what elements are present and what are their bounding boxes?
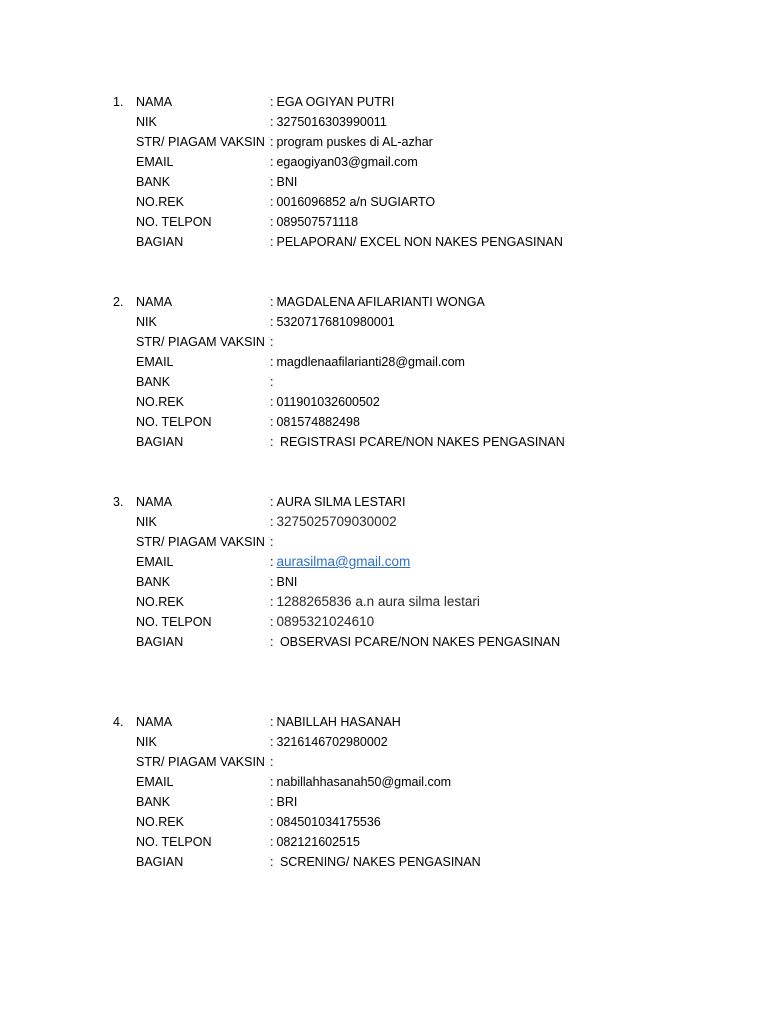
field-value bbox=[270, 572, 297, 592]
field-value-text: 0895321024610 bbox=[276, 614, 375, 629]
colon-separator: : bbox=[270, 515, 274, 529]
field-label: NO.REK bbox=[136, 815, 184, 829]
colon-separator: : bbox=[270, 115, 274, 129]
colon-separator: : bbox=[270, 435, 274, 449]
field-value bbox=[270, 232, 563, 252]
entry-row bbox=[0, 712, 768, 732]
person-entry bbox=[0, 712, 768, 872]
colon-separator: : bbox=[270, 155, 274, 169]
entry-row bbox=[0, 532, 768, 552]
field-label: EMAIL bbox=[136, 555, 174, 569]
field-value bbox=[270, 752, 276, 772]
entry-row bbox=[0, 172, 768, 192]
field-value bbox=[270, 172, 297, 192]
field-label: BANK bbox=[136, 575, 171, 589]
field-value-text: PELAPORAN/ EXCEL NON NAKES PENGASINAN bbox=[276, 235, 563, 249]
field-value bbox=[270, 772, 451, 792]
entry-row bbox=[0, 632, 768, 652]
colon-separator: : bbox=[270, 775, 274, 789]
entry-number: 1. bbox=[113, 95, 124, 109]
field-value bbox=[270, 212, 358, 232]
field-value-text: 1288265836 a.n aura silma lestari bbox=[276, 594, 480, 609]
field-value bbox=[270, 552, 410, 572]
entry-row bbox=[0, 752, 768, 772]
field-value bbox=[270, 352, 465, 372]
field-label: NIK bbox=[136, 115, 157, 129]
field-label: NO.REK bbox=[136, 595, 184, 609]
colon-separator: : bbox=[270, 615, 274, 629]
field-value bbox=[270, 852, 481, 872]
colon-separator: : bbox=[270, 795, 274, 809]
field-value bbox=[270, 392, 380, 412]
field-value-text: REGISTRASI PCARE/NON NAKES PENGASINAN bbox=[276, 435, 565, 449]
colon-separator: : bbox=[270, 295, 274, 309]
field-value bbox=[270, 132, 433, 152]
entry-row bbox=[0, 772, 768, 792]
field-value-text: 0016096852 a/n SUGIARTO bbox=[276, 195, 436, 209]
colon-separator: : bbox=[270, 335, 274, 349]
field-value bbox=[270, 372, 276, 392]
field-label: BAGIAN bbox=[136, 435, 184, 449]
email-link[interactable]: aurasilma@gmail.com bbox=[276, 554, 411, 569]
field-value bbox=[270, 152, 418, 172]
field-label: BAGIAN bbox=[136, 235, 184, 249]
field-label: NIK bbox=[136, 735, 157, 749]
entry-row bbox=[0, 372, 768, 392]
colon-separator: : bbox=[270, 595, 274, 609]
colon-separator: : bbox=[270, 555, 274, 569]
field-label: BAGIAN bbox=[136, 635, 184, 649]
entry-row bbox=[0, 112, 768, 132]
colon-separator: : bbox=[270, 495, 274, 509]
field-label: NO. TELPON bbox=[136, 615, 212, 629]
field-value bbox=[270, 792, 297, 812]
colon-separator: : bbox=[270, 195, 274, 209]
colon-separator: : bbox=[270, 215, 274, 229]
field-value-text: 084501034175536 bbox=[276, 815, 381, 829]
field-value-text: 082121602515 bbox=[276, 835, 360, 849]
entry-row bbox=[0, 412, 768, 432]
entry-row bbox=[0, 232, 768, 252]
field-label: BANK bbox=[136, 795, 171, 809]
field-value-text: BRI bbox=[276, 795, 298, 809]
field-label: NAMA bbox=[136, 495, 173, 509]
field-value-text: 3275025709030002 bbox=[276, 514, 397, 529]
field-value bbox=[270, 112, 387, 132]
field-label: BANK bbox=[136, 375, 171, 389]
field-label: NO. TELPON bbox=[136, 215, 212, 229]
field-label: EMAIL bbox=[136, 355, 174, 369]
field-value-text: 53207176810980001 bbox=[276, 315, 395, 329]
field-value-text: 011901032600502 bbox=[276, 395, 380, 409]
entry-row bbox=[0, 492, 768, 512]
field-value bbox=[270, 92, 394, 112]
field-label: EMAIL bbox=[136, 775, 174, 789]
colon-separator: : bbox=[270, 855, 274, 869]
entry-row bbox=[0, 392, 768, 412]
field-value-text: EGA OGIYAN PUTRI bbox=[276, 95, 395, 109]
entry-row bbox=[0, 572, 768, 592]
field-label: BAGIAN bbox=[136, 855, 184, 869]
field-value-text: 3216146702980002 bbox=[276, 735, 388, 749]
field-label: NO.REK bbox=[136, 395, 184, 409]
field-label: NO. TELPON bbox=[136, 835, 212, 849]
field-value bbox=[270, 612, 374, 632]
entry-row bbox=[0, 592, 768, 612]
colon-separator: : bbox=[270, 635, 274, 649]
field-value-text: SCRENING/ NAKES PENGASINAN bbox=[276, 855, 481, 869]
field-value-text: magdlenaafilarianti28@gmail.com bbox=[276, 355, 465, 369]
field-label: NAMA bbox=[136, 95, 173, 109]
entry-row bbox=[0, 732, 768, 752]
entry-number: 2. bbox=[113, 295, 124, 309]
field-label: STR/ PIAGAM VAKSIN bbox=[136, 335, 265, 349]
field-value bbox=[270, 732, 388, 752]
entry-row bbox=[0, 852, 768, 872]
entry-row bbox=[0, 512, 768, 532]
colon-separator: : bbox=[270, 735, 274, 749]
colon-separator: : bbox=[270, 415, 274, 429]
colon-separator: : bbox=[270, 375, 274, 389]
colon-separator: : bbox=[270, 355, 274, 369]
field-label: NO.REK bbox=[136, 195, 184, 209]
field-label: NO. TELPON bbox=[136, 415, 212, 429]
entry-row bbox=[0, 312, 768, 332]
person-entry bbox=[0, 92, 768, 252]
field-value bbox=[270, 192, 435, 212]
colon-separator: : bbox=[270, 95, 274, 109]
field-value bbox=[270, 812, 381, 832]
colon-separator: : bbox=[270, 755, 274, 769]
entry-row bbox=[0, 92, 768, 112]
field-value bbox=[270, 832, 360, 852]
field-value bbox=[270, 632, 560, 652]
entry-number: 4. bbox=[113, 715, 124, 729]
field-value-text: BNI bbox=[276, 575, 298, 589]
colon-separator: : bbox=[270, 835, 274, 849]
person-entry bbox=[0, 492, 768, 652]
field-value-text: OBSERVASI PCARE/NON NAKES PENGASINAN bbox=[276, 635, 561, 649]
colon-separator: : bbox=[270, 815, 274, 829]
entry-row bbox=[0, 132, 768, 152]
entry-row bbox=[0, 832, 768, 852]
field-value bbox=[270, 712, 401, 732]
entry-row bbox=[0, 432, 768, 452]
entry-row bbox=[0, 812, 768, 832]
field-value bbox=[270, 512, 397, 532]
field-label: STR/ PIAGAM VAKSIN bbox=[136, 135, 265, 149]
field-value-text: AURA SILMA LESTARI bbox=[276, 495, 406, 509]
field-value-text: egaogiyan03@gmail.com bbox=[276, 155, 418, 169]
entry-row bbox=[0, 192, 768, 212]
field-label: NIK bbox=[136, 515, 157, 529]
field-label: NAMA bbox=[136, 295, 173, 309]
field-value bbox=[270, 532, 276, 552]
entry-row bbox=[0, 552, 768, 572]
colon-separator: : bbox=[270, 715, 274, 729]
colon-separator: : bbox=[270, 575, 274, 589]
field-value bbox=[270, 412, 360, 432]
field-label: NIK bbox=[136, 315, 157, 329]
field-value-text: 3275016303990011 bbox=[276, 115, 387, 129]
field-value-text: NABILLAH HASANAH bbox=[276, 715, 401, 729]
entry-row bbox=[0, 152, 768, 172]
field-label: NAMA bbox=[136, 715, 173, 729]
field-value bbox=[270, 332, 276, 352]
field-label: STR/ PIAGAM VAKSIN bbox=[136, 755, 265, 769]
field-label: EMAIL bbox=[136, 155, 174, 169]
colon-separator: : bbox=[270, 235, 274, 249]
field-value bbox=[270, 432, 565, 452]
colon-separator: : bbox=[270, 315, 274, 329]
entry-row bbox=[0, 612, 768, 632]
field-value-text: BNI bbox=[276, 175, 298, 189]
field-value bbox=[270, 312, 395, 332]
colon-separator: : bbox=[270, 535, 274, 549]
field-label: BANK bbox=[136, 175, 171, 189]
field-value-text: 089507571118 bbox=[276, 215, 359, 229]
entry-number: 3. bbox=[113, 495, 124, 509]
entry-row bbox=[0, 292, 768, 312]
entry-row bbox=[0, 352, 768, 372]
field-value bbox=[270, 592, 480, 612]
field-value bbox=[270, 292, 485, 312]
field-value-text: nabillahhasanah50@gmail.com bbox=[276, 775, 452, 789]
entry-row bbox=[0, 792, 768, 812]
field-value-text: program puskes di AL-azhar bbox=[276, 135, 433, 149]
field-value-text: MAGDALENA AFILARIANTI WONGA bbox=[276, 295, 485, 309]
colon-separator: : bbox=[270, 175, 274, 189]
person-entry bbox=[0, 292, 768, 452]
colon-separator: : bbox=[270, 395, 274, 409]
colon-separator: : bbox=[270, 135, 274, 149]
field-value-text: 081574882498 bbox=[276, 415, 360, 429]
field-label: STR/ PIAGAM VAKSIN bbox=[136, 535, 265, 549]
entry-row bbox=[0, 332, 768, 352]
field-value bbox=[270, 492, 405, 512]
entry-row bbox=[0, 212, 768, 232]
